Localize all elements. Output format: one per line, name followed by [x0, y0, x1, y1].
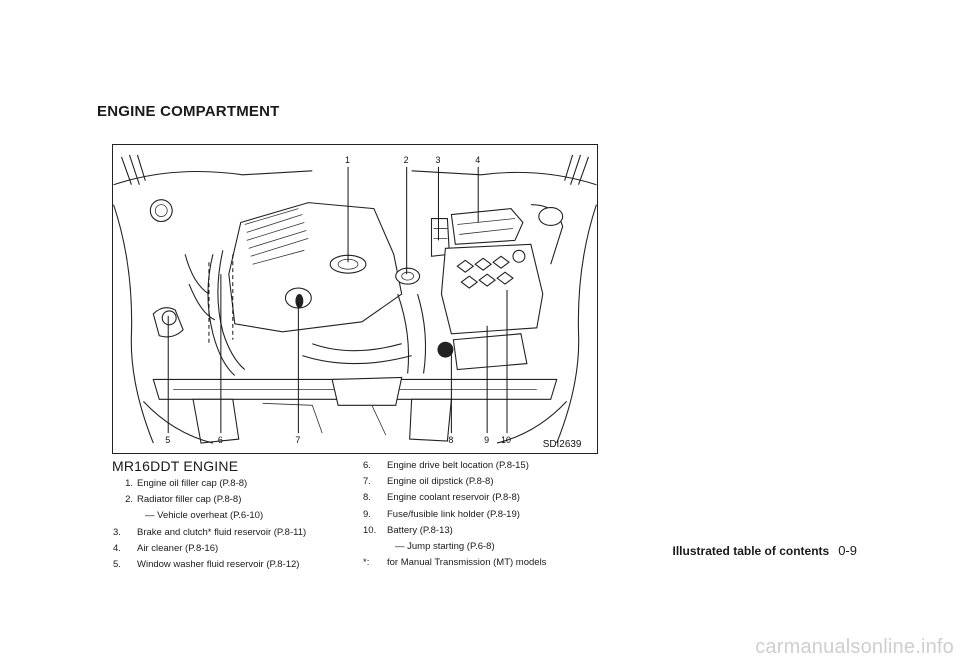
callout-3: 3	[435, 154, 441, 165]
item-text: Battery (P.8-13)	[387, 524, 453, 536]
footer-title: Illustrated table of contents	[672, 544, 830, 558]
item-text: Radiator filler cap (P.8-8)	[137, 494, 242, 506]
component-list-left	[113, 476, 353, 573]
callout-1: 1	[345, 154, 351, 165]
component-list-right	[363, 458, 603, 571]
list-item	[113, 492, 353, 508]
page-footer	[673, 543, 857, 558]
item-text: Fuse/fusible link holder (P.8-19)	[387, 508, 520, 520]
item-text: for Manual Transmission (MT) models	[387, 557, 547, 569]
item-number: 8.	[363, 492, 371, 504]
callout-8: 8	[448, 435, 454, 446]
list-item	[363, 474, 603, 490]
item-number: 7.	[363, 476, 371, 488]
engine-illustration	[113, 145, 597, 453]
engine-compartment-figure	[112, 144, 598, 454]
callout-7: 7	[295, 435, 301, 446]
list-item	[363, 507, 603, 523]
watermark: carmanualsonline.info	[755, 636, 954, 658]
list-item	[113, 557, 353, 573]
callout-9: 9	[484, 435, 490, 446]
callout-4: 4	[475, 154, 481, 165]
callout-10: 10	[501, 435, 512, 446]
item-text: Air cleaner (P.8-16)	[137, 542, 219, 554]
list-item	[363, 555, 603, 571]
item-subentry: — Jump starting (P.6-8)	[395, 541, 495, 553]
item-number: 1.	[125, 478, 133, 489]
item-text: Engine oil filler cap (P.8-8)	[137, 478, 248, 489]
item-subentry: — Vehicle overheat (P.6-10)	[145, 510, 264, 522]
item-text: Engine drive belt location (P.8-15)	[387, 460, 529, 471]
list-item	[113, 476, 353, 492]
callout-5: 5	[165, 435, 171, 446]
list-item	[363, 490, 603, 506]
list-item	[363, 523, 603, 539]
list-item	[363, 458, 603, 474]
page-number: 0-9	[838, 543, 857, 558]
list-item	[113, 541, 353, 557]
engine-title: MR16DDT ENGINE	[112, 458, 239, 474]
section-heading: ENGINE COMPARTMENT	[97, 103, 280, 120]
item-number: 10.	[363, 524, 377, 536]
list-item	[113, 525, 353, 541]
item-number: 9.	[363, 508, 371, 520]
item-number: 6.	[363, 460, 371, 471]
callout-2: 2	[403, 154, 409, 165]
item-number: 3.	[113, 526, 121, 538]
item-number: 5.	[113, 559, 121, 571]
figure-code: SDI2639	[542, 439, 582, 451]
item-number: 4.	[113, 542, 121, 554]
item-number: *:	[363, 557, 370, 569]
callout-6: 6	[217, 435, 223, 446]
item-text: Brake and clutch* fluid reservoir (P.8-11)	[137, 526, 307, 538]
item-text: Engine oil dipstick (P.8-8)	[387, 476, 494, 488]
item-text: Engine coolant reservoir (P.8-8)	[387, 492, 520, 504]
item-text: Window washer fluid reservoir (P.8-12)	[137, 559, 300, 571]
item-number: 2.	[125, 494, 133, 506]
